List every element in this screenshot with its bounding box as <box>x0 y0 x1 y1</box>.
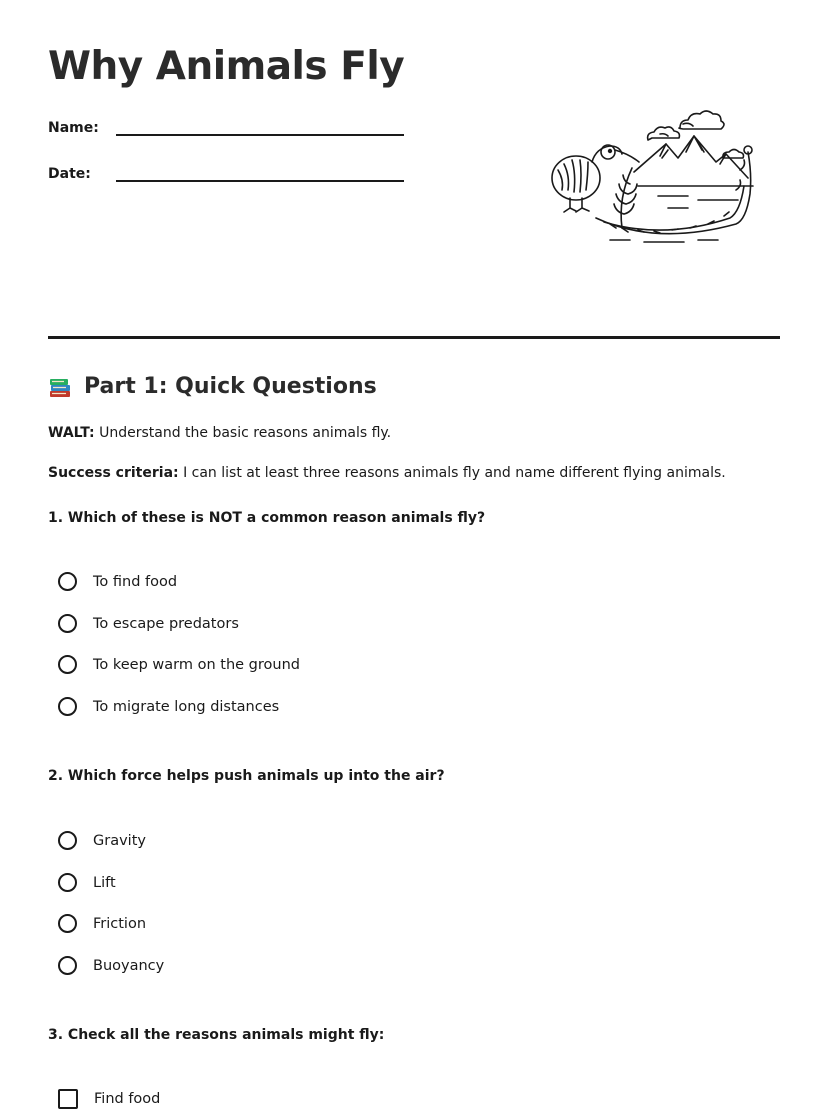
q3-option-1[interactable] <box>58 1089 160 1109</box>
option-label: To migrate long distances <box>93 698 280 715</box>
q1-option-3[interactable] <box>58 655 300 674</box>
success-criteria-label: Success criteria: <box>48 465 179 481</box>
q1-option-4[interactable] <box>58 697 279 716</box>
walt-label: WALT: <box>48 425 95 441</box>
option-label: To escape predators <box>93 615 239 632</box>
walt-line <box>48 425 391 441</box>
option-label: To keep warm on the ground <box>93 656 300 673</box>
option-label: Buoyancy <box>93 957 165 974</box>
checkbox[interactable] <box>58 1089 78 1109</box>
radio-button[interactable] <box>58 614 77 633</box>
radio-button[interactable] <box>58 873 77 892</box>
books-emoji-icon <box>48 375 72 399</box>
radio-button[interactable] <box>58 697 77 716</box>
radio-button[interactable] <box>58 956 77 975</box>
name-label: Name: <box>48 120 99 136</box>
date-line[interactable] <box>116 162 404 182</box>
worksheet-title: Why Animals Fly <box>48 44 405 89</box>
radio-button[interactable] <box>58 572 77 591</box>
radio-button[interactable] <box>58 914 77 933</box>
q2-option-2[interactable] <box>58 873 116 892</box>
kiwi-waka-illustration-icon <box>548 100 758 245</box>
date-field[interactable] <box>48 162 404 182</box>
name-field[interactable] <box>48 116 404 136</box>
q2-option-4[interactable] <box>58 956 164 975</box>
option-label: To find food <box>93 573 178 590</box>
q1-option-2[interactable] <box>58 614 239 633</box>
q2-option-1[interactable] <box>58 831 146 850</box>
radio-button[interactable] <box>58 831 77 850</box>
name-line[interactable] <box>116 116 404 136</box>
success-criteria-line <box>48 465 726 481</box>
success-criteria-text: I can list at least three reasons animals fly and name different flying animals. <box>178 465 726 481</box>
option-label: Find food <box>94 1091 161 1107</box>
option-label: Lift <box>93 874 116 891</box>
section-divider <box>48 336 780 339</box>
question-3-prompt: 3. Check all the reasons animals might fly: <box>48 1027 385 1043</box>
option-label: Gravity <box>93 832 146 849</box>
option-label: Friction <box>93 915 147 932</box>
date-label: Date: <box>48 166 91 182</box>
part1-heading <box>48 374 377 399</box>
question-2-prompt: 2. Which force helps push animals up into the air? <box>48 768 445 784</box>
walt-text: Understand the basic reasons animals fly. <box>94 425 392 441</box>
part1-heading-text: Part 1: Quick Questions <box>84 374 377 399</box>
q2-option-3[interactable] <box>58 914 146 933</box>
question-1-prompt: 1. Which of these is NOT a common reason animals fly? <box>48 510 486 526</box>
radio-button[interactable] <box>58 655 77 674</box>
q1-option-1[interactable] <box>58 572 177 591</box>
